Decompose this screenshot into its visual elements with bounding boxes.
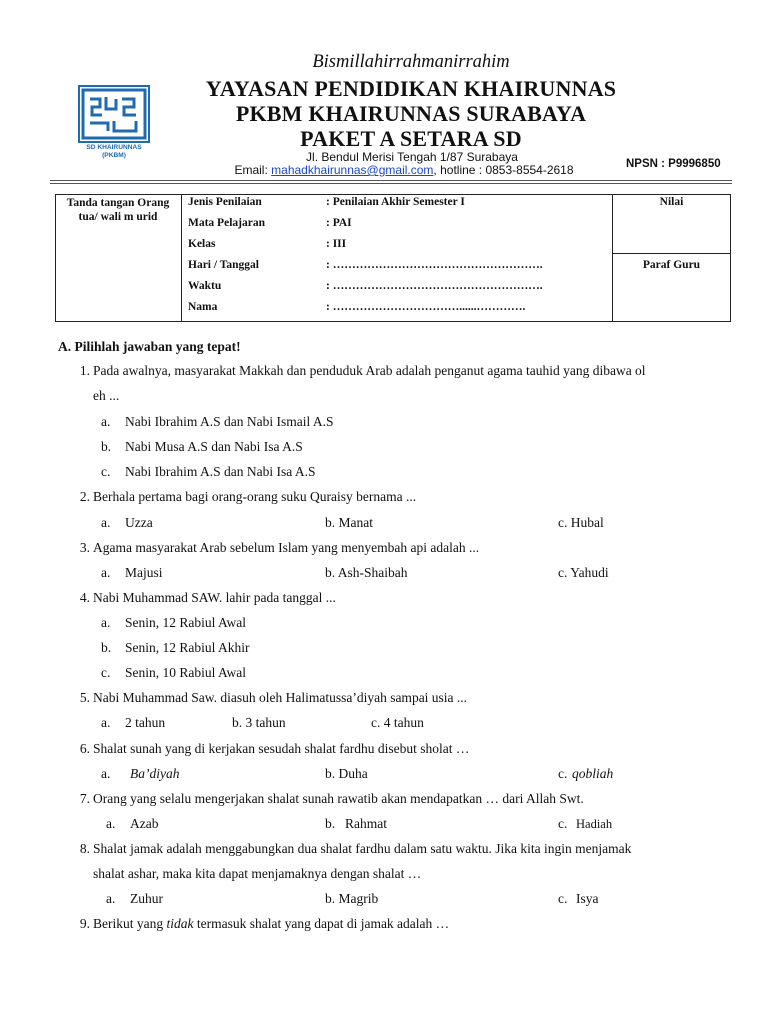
- question-number: 2.: [79, 489, 90, 504]
- info-value: : III: [326, 238, 347, 250]
- answer-option[interactable]: Nabi Ibrahim A.S dan Nabi Ismail A.S: [125, 414, 334, 429]
- bismillah-heading: Bismillahirrahmanirrahim: [312, 52, 510, 72]
- table-divider-1: [181, 194, 182, 322]
- option-letter: c.: [101, 464, 111, 479]
- answer-option[interactable]: Nabi Ibrahim A.S dan Nabi Isa A.S: [125, 464, 316, 479]
- answer-option[interactable]: Senin, 12 Rabiul Akhir: [125, 640, 250, 655]
- section-title: A. Pilihlah jawaban yang tepat!: [58, 339, 241, 354]
- answer-option[interactable]: c. Yahudi: [558, 565, 609, 580]
- answer-option[interactable]: b. 3 tahun: [232, 715, 286, 730]
- question-number: 1.: [79, 363, 90, 378]
- email-link[interactable]: mahadkhairunnas@gmail.com: [271, 163, 434, 177]
- answer-option[interactable]: Isya: [576, 891, 599, 906]
- info-label: Hari / Tanggal: [188, 259, 259, 271]
- answer-option[interactable]: 2 tahun: [125, 715, 166, 730]
- info-label: Waktu: [188, 280, 222, 292]
- question-text-part: termasuk shalat yang dapat di jamak adalah …: [193, 916, 450, 931]
- answer-option[interactable]: Uzza: [125, 515, 153, 530]
- option-letter: c.: [101, 665, 111, 680]
- question-text: Nabi Muhammad SAW. lahir pada tanggal ...: [93, 590, 336, 605]
- answer-option[interactable]: Hadiah: [576, 817, 613, 831]
- question-text: Shalat sunah yang di kerjakan sesudah shalat fardhu disebut sholat …: [93, 741, 470, 756]
- question-emphasis: tidak: [166, 916, 194, 931]
- info-label: Jenis Penilaian: [188, 196, 262, 208]
- parent-signature-label: Tanda tangan Orang tua/ wali m urid: [66, 197, 170, 223]
- question-number: 6.: [79, 741, 90, 756]
- question-text: Pada awalnya, masyarakat Makkah dan penduduk Arab adalah penganut agama tauhid yang dibawa ol: [93, 363, 646, 378]
- info-label: Kelas: [188, 238, 216, 250]
- question-text-cont: eh ...: [93, 388, 120, 403]
- option-letter: c.: [558, 816, 568, 831]
- time-field[interactable]: : ……………………………………………….: [326, 280, 543, 292]
- answer-option[interactable]: Rahmat: [345, 816, 387, 831]
- table-divider-nilai: [612, 253, 731, 254]
- name-field[interactable]: : ……………………………......………….: [326, 301, 526, 313]
- institution-name: PKBM KHAIRUNNAS SURABAYA: [235, 101, 587, 126]
- option-letter: a.: [106, 891, 116, 906]
- date-field[interactable]: : ……………………………………………….: [326, 259, 543, 271]
- address: Jl. Bendul Merisi Tengah 1/87 Surabaya: [306, 150, 518, 164]
- table-divider-2: [612, 194, 613, 322]
- question-number: 4.: [79, 590, 90, 605]
- answer-option[interactable]: Senin, 10 Rabiul Awal: [125, 665, 247, 680]
- header-rule-top: [50, 180, 732, 181]
- foundation-name: YAYASAN PENDIDIKAN KHAIRUNNAS: [205, 76, 617, 101]
- option-letter: b.: [101, 439, 112, 454]
- answer-option[interactable]: qobliah: [572, 766, 614, 781]
- answer-option[interactable]: Senin, 12 Rabiul Awal: [125, 615, 247, 630]
- program-name: PAKET A SETARA SD: [300, 126, 522, 151]
- question-text: Berhala pertama bagi orang-orang suku Quraisy bernama ...: [93, 489, 417, 504]
- header-rule-bottom: [50, 183, 732, 184]
- answer-option[interactable]: Azab: [130, 816, 159, 831]
- teacher-signature-label: Paraf Guru: [642, 259, 701, 271]
- option-letter: a.: [101, 515, 111, 530]
- hotline: , hotline : 0853-8554-2618: [433, 163, 574, 177]
- question-text: Shalat jamak adalah menggabungkan dua shalat fardhu dalam satu waktu. Jika kita ingin menjamak: [93, 841, 632, 856]
- answer-option[interactable]: b. Ash-Shaibah: [325, 565, 408, 580]
- question-number: 7.: [79, 791, 90, 806]
- option-letter: a.: [106, 816, 116, 831]
- answer-option[interactable]: Majusi: [125, 565, 163, 580]
- npsn-number: NPSN : P9996850: [626, 158, 721, 170]
- info-label: Nama: [188, 301, 218, 313]
- answer-option[interactable]: c. Hubal: [558, 515, 604, 530]
- option-letter: a.: [101, 565, 111, 580]
- logo-caption-school: SD KHAIRUNNAS: [86, 144, 142, 151]
- answer-option[interactable]: Ba’diyah: [130, 766, 180, 781]
- question-number: 8.: [79, 841, 90, 856]
- option-letter: c.: [558, 766, 568, 781]
- answer-option[interactable]: b. Duha: [325, 766, 368, 781]
- question-text: Agama masyarakat Arab sebelum Islam yang menyembah api adalah ...: [93, 540, 480, 555]
- option-letter: a.: [101, 766, 111, 781]
- option-letter: a.: [101, 414, 111, 429]
- question-text: [93, 916, 449, 932]
- answer-option[interactable]: b. Magrib: [325, 891, 379, 906]
- question-text: Orang yang selalu mengerjakan shalat sunah rawatib akan mendapatkan … dari Allah Swt.: [93, 791, 584, 806]
- option-letter: b.: [101, 640, 112, 655]
- info-value: : Penilaian Akhir Semester I: [326, 196, 465, 208]
- question-number: 3.: [79, 540, 90, 555]
- option-letter: a.: [101, 715, 111, 730]
- option-letter: b.: [325, 816, 336, 831]
- question-text-cont: shalat ashar, maka kita dapat menjamaknya dengan shalat …: [93, 866, 422, 881]
- answer-option[interactable]: Nabi Musa A.S dan Nabi Isa A.S: [125, 439, 303, 454]
- question-number: 9.: [79, 916, 90, 931]
- option-letter: a.: [101, 615, 111, 630]
- option-letter: c.: [558, 891, 568, 906]
- info-label: Mata Pelajaran: [188, 217, 265, 229]
- logo-caption-pkbm: (PKBM): [102, 152, 126, 159]
- question-text-part: Berikut yang: [93, 916, 167, 931]
- answer-option[interactable]: c. 4 tahun: [371, 715, 424, 730]
- question-text: Nabi Muhammad Saw. diasuh oleh Halimatussa’diyah sampai usia ...: [93, 690, 468, 705]
- answer-option[interactable]: Zuhur: [130, 891, 163, 906]
- email-label: Email:: [234, 163, 272, 177]
- info-value: : PAI: [326, 217, 352, 229]
- answer-option[interactable]: b. Manat: [325, 515, 373, 530]
- score-label: Nilai: [659, 196, 684, 208]
- question-number: 5.: [79, 690, 90, 705]
